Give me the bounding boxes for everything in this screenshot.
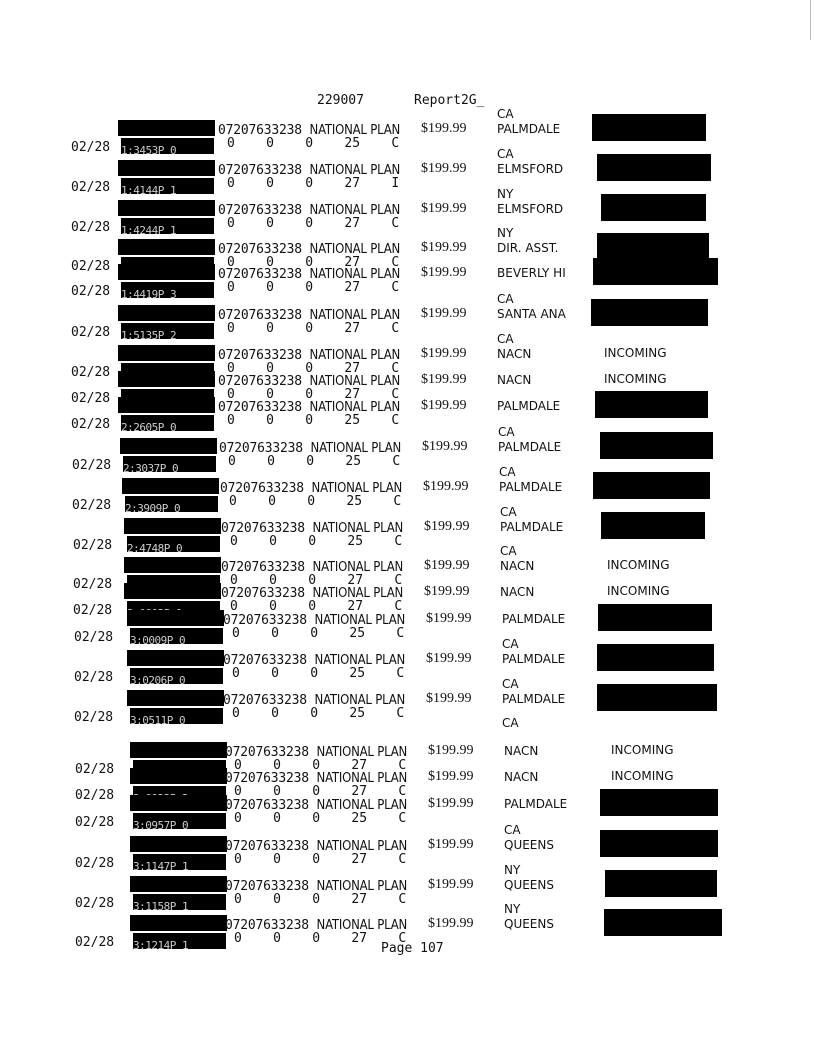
redaction-box bbox=[600, 789, 718, 816]
account-number: 07207633238 bbox=[225, 745, 309, 760]
plan-price: $199.99 bbox=[426, 691, 472, 706]
call-date: 02/28 bbox=[71, 365, 111, 380]
usage-counts: 0 0 0 27 C bbox=[227, 361, 400, 376]
state-label: CA bbox=[504, 823, 521, 837]
redaction-bar bbox=[127, 650, 224, 666]
call-location: PALMDALE bbox=[502, 612, 566, 626]
call-time-text: 3:0206P 0 bbox=[130, 674, 186, 684]
call-date: 02/28 bbox=[74, 630, 114, 645]
call-time bbox=[133, 933, 226, 949]
account-number: 07207633238 bbox=[225, 839, 309, 854]
call-location: NACN bbox=[504, 744, 539, 758]
plan-name: NATIONAL PLAN bbox=[309, 267, 401, 282]
call-time-text: 1:4144P 1 bbox=[121, 184, 177, 194]
table-row bbox=[0, 262, 815, 302]
call-time bbox=[125, 496, 218, 512]
incoming-label: INCOMING bbox=[611, 769, 674, 783]
usage-counts: 0 0 0 27 C bbox=[227, 280, 400, 295]
plan-name: NATIONAL PLAN bbox=[309, 374, 401, 389]
state-label: CA bbox=[502, 677, 519, 691]
account-number: 07207633238 bbox=[218, 123, 302, 138]
call-time bbox=[130, 628, 223, 644]
call-location: PALMDALE bbox=[502, 652, 566, 666]
redaction-bar bbox=[118, 200, 215, 216]
plan-price: $199.99 bbox=[424, 519, 470, 534]
call-time bbox=[123, 456, 216, 472]
call-date: 02/28 bbox=[73, 603, 113, 618]
account-number: 07207633238 bbox=[225, 879, 309, 894]
table-row bbox=[0, 476, 815, 516]
usage-counts: 0 0 0 25 C bbox=[228, 454, 401, 469]
call-time-text: 3:1147P 1 bbox=[133, 860, 189, 870]
incoming-label: INCOMING bbox=[611, 743, 674, 757]
plan-name: NATIONAL PLAN bbox=[316, 839, 408, 854]
state-label: NY bbox=[497, 226, 514, 240]
report-name: Report2G_ bbox=[414, 93, 485, 108]
plan-name: NATIONAL PLAN bbox=[311, 481, 403, 496]
account-number: 07207633238 bbox=[218, 163, 302, 178]
plan-price: $199.99 bbox=[428, 837, 474, 852]
incoming-label: INCOMING bbox=[604, 346, 667, 360]
call-date: 02/28 bbox=[71, 140, 111, 155]
account-number: 07207633238 bbox=[223, 693, 307, 708]
call-location: PALMDALE bbox=[499, 480, 563, 494]
table-row bbox=[0, 303, 815, 343]
table-row bbox=[0, 158, 815, 198]
call-date: 02/28 bbox=[71, 180, 111, 195]
state-label: CA bbox=[497, 147, 514, 161]
call-location: QUEENS bbox=[504, 878, 554, 892]
page-number: Page 107 bbox=[381, 941, 444, 956]
call-date: 02/28 bbox=[72, 498, 112, 513]
account-number: 07207633238 bbox=[221, 521, 305, 536]
redaction-bar bbox=[124, 557, 221, 573]
redaction-box bbox=[600, 830, 718, 857]
plan-name: NATIONAL PLAN bbox=[310, 441, 402, 456]
redaction-bar bbox=[130, 742, 227, 758]
plan-name: NATIONAL PLAN bbox=[316, 771, 408, 786]
plan-name: NATIONAL PLAN bbox=[314, 693, 406, 708]
plan-price: $199.99 bbox=[422, 439, 468, 454]
usage-counts: 0 0 0 27 C bbox=[227, 387, 400, 402]
redaction-bar bbox=[118, 397, 215, 413]
table-row bbox=[0, 608, 815, 648]
plan-name: NATIONAL PLAN bbox=[309, 242, 401, 257]
call-location: DIR. ASST. bbox=[497, 241, 559, 255]
usage-counts: 0 0 0 27 C bbox=[234, 758, 407, 773]
call-time bbox=[133, 894, 226, 910]
redaction-box bbox=[601, 194, 706, 221]
call-date: 02/28 bbox=[75, 788, 115, 803]
redaction-box bbox=[601, 512, 705, 539]
incoming-label: INCOMING bbox=[607, 558, 670, 572]
call-location: PALMDALE bbox=[497, 122, 561, 136]
call-location: SANTA ANA bbox=[497, 307, 566, 321]
state-label: NY bbox=[504, 902, 521, 916]
state-label: CA bbox=[500, 544, 517, 558]
redaction-box bbox=[600, 432, 713, 459]
call-date: 02/28 bbox=[75, 815, 115, 830]
table-row bbox=[0, 793, 815, 833]
plan-price: $199.99 bbox=[428, 796, 474, 811]
plan-name: NATIONAL PLAN bbox=[314, 653, 406, 668]
plan-price: $199.99 bbox=[421, 121, 467, 136]
call-time bbox=[133, 813, 226, 829]
plan-name: NATIONAL PLAN bbox=[312, 586, 404, 601]
usage-counts: 0 0 0 25 C bbox=[232, 706, 405, 721]
redaction-bar bbox=[118, 160, 215, 176]
redaction-box bbox=[604, 909, 722, 936]
plan-price: $199.99 bbox=[423, 479, 469, 494]
plan-name: NATIONAL PLAN bbox=[312, 521, 404, 536]
account-number: 07207633238 bbox=[218, 267, 302, 282]
redaction-bar bbox=[118, 345, 215, 361]
usage-counts: 0 0 0 27 C bbox=[234, 931, 407, 946]
call-location: ELMSFORD bbox=[497, 162, 564, 176]
redaction-bar bbox=[118, 305, 215, 321]
call-location: NACN bbox=[497, 373, 532, 387]
redaction-box bbox=[598, 604, 712, 631]
plan-price: $199.99 bbox=[426, 651, 472, 666]
redaction-bar bbox=[130, 915, 227, 931]
redaction-bar bbox=[118, 239, 215, 255]
table-row bbox=[0, 118, 815, 158]
call-time-text: 3:0511P 0 bbox=[130, 714, 186, 724]
call-date: 02/28 bbox=[75, 856, 115, 871]
table-row bbox=[0, 648, 815, 688]
call-time-text: 2:3909P 0 bbox=[125, 502, 181, 512]
redaction-box bbox=[597, 644, 714, 671]
call-date: 02/28 bbox=[75, 762, 115, 777]
usage-counts: 0 0 0 25 C bbox=[232, 666, 405, 681]
plan-name: NATIONAL PLAN bbox=[316, 918, 408, 933]
state-label: CA bbox=[502, 637, 519, 651]
call-time bbox=[121, 282, 214, 298]
redaction-box bbox=[597, 154, 711, 181]
usage-counts: 0 0 0 27 C bbox=[230, 573, 403, 588]
usage-counts: 0 0 0 27 C bbox=[234, 852, 407, 867]
usage-counts: 0 0 0 25 C bbox=[229, 494, 402, 509]
call-time-text: 1:5135P 2 bbox=[121, 329, 177, 339]
redaction-bar bbox=[124, 518, 221, 534]
plan-price: $199.99 bbox=[421, 161, 467, 176]
call-time bbox=[127, 536, 220, 552]
table-row bbox=[0, 198, 815, 238]
plan-price: $199.99 bbox=[421, 346, 467, 361]
plan-price: $199.99 bbox=[426, 611, 472, 626]
plan-price: $199.99 bbox=[421, 240, 467, 255]
account-number: 07207633238 bbox=[220, 481, 304, 496]
plan-name: NATIONAL PLAN bbox=[314, 613, 406, 628]
state-label: NY bbox=[497, 187, 514, 201]
call-time bbox=[130, 668, 223, 684]
usage-counts: 0 0 0 27 C bbox=[230, 599, 403, 614]
call-date: 02/28 bbox=[75, 935, 115, 950]
plan-name: NATIONAL PLAN bbox=[309, 400, 401, 415]
state-label: CA bbox=[502, 716, 519, 730]
state-label: CA bbox=[500, 505, 517, 519]
call-time-text: 3:0957P 0 bbox=[133, 819, 189, 829]
usage-counts: 0 0 0 27 C bbox=[227, 216, 400, 231]
account-number: 07207633238 bbox=[218, 348, 302, 363]
account-number: 07207633238 bbox=[225, 771, 309, 786]
usage-counts: 0 0 0 25 C bbox=[230, 534, 403, 549]
account-number: 07207633238 bbox=[225, 918, 309, 933]
account-number: 07207633238 bbox=[221, 560, 305, 575]
table-row bbox=[0, 874, 815, 914]
call-time-text: 2:3037P 0 bbox=[123, 462, 179, 472]
plan-price: $199.99 bbox=[424, 558, 470, 573]
usage-counts: 0 0 0 25 C bbox=[232, 626, 405, 641]
account-number: 07207633238 bbox=[218, 242, 302, 257]
call-date: 02/28 bbox=[74, 670, 114, 685]
account-number: 07207633238 bbox=[221, 586, 305, 601]
plan-price: $199.99 bbox=[428, 916, 474, 931]
state-label: CA bbox=[497, 292, 514, 306]
state-label: CA bbox=[499, 465, 516, 479]
account-number: 07207633238 bbox=[219, 441, 303, 456]
usage-counts: 0 0 0 27 C bbox=[227, 321, 400, 336]
redaction-box bbox=[592, 114, 706, 141]
call-time-text: 1:3453P 0 bbox=[121, 144, 177, 154]
call-date: 02/28 bbox=[72, 458, 112, 473]
redaction-bar bbox=[118, 120, 215, 136]
call-date: 02/28 bbox=[75, 896, 115, 911]
redaction-bar bbox=[130, 768, 227, 784]
call-time-text: 2:4748P 0 bbox=[127, 542, 183, 552]
plan-price: $199.99 bbox=[428, 743, 474, 758]
plan-name: NATIONAL PLAN bbox=[309, 203, 401, 218]
redaction-bar bbox=[118, 264, 215, 280]
call-time bbox=[130, 708, 223, 724]
redaction-box bbox=[591, 299, 708, 326]
account-number: 07207633238 bbox=[218, 203, 302, 218]
table-row bbox=[0, 395, 815, 435]
call-date: 02/28 bbox=[71, 417, 111, 432]
usage-counts: 0 0 0 27 C bbox=[234, 784, 407, 799]
redaction-bar bbox=[124, 583, 221, 599]
plan-price: $199.99 bbox=[421, 372, 467, 387]
redaction-box bbox=[593, 258, 718, 285]
call-location: NACN bbox=[500, 585, 535, 599]
redaction-box bbox=[605, 870, 717, 897]
plan-name: NATIONAL PLAN bbox=[309, 348, 401, 363]
call-time bbox=[121, 218, 214, 234]
plan-name: NATIONAL PLAN bbox=[309, 123, 401, 138]
incoming-label: INCOMING bbox=[607, 584, 670, 598]
state-label: CA bbox=[497, 107, 514, 121]
call-date: 02/28 bbox=[73, 577, 113, 592]
redaction-bar bbox=[130, 836, 227, 852]
call-location: NACN bbox=[500, 559, 535, 573]
plan-price: $199.99 bbox=[428, 769, 474, 784]
redaction-bar bbox=[130, 876, 227, 892]
page-edge-line bbox=[810, 0, 811, 40]
redaction-box bbox=[597, 684, 717, 711]
call-location: QUEENS bbox=[504, 917, 554, 931]
call-location: PALMDALE bbox=[498, 440, 562, 454]
account-number: 07207633238 bbox=[218, 400, 302, 415]
call-time bbox=[121, 415, 214, 431]
plan-price: $199.99 bbox=[421, 265, 467, 280]
incoming-label: INCOMING bbox=[604, 372, 667, 386]
call-date: 02/28 bbox=[71, 284, 111, 299]
call-time bbox=[121, 138, 214, 154]
usage-counts: 0 0 0 25 C bbox=[227, 413, 400, 428]
usage-counts: 0 0 0 25 C bbox=[227, 136, 400, 151]
usage-counts: 0 0 0 27 C bbox=[227, 255, 400, 270]
plan-price: $199.99 bbox=[428, 877, 474, 892]
call-location: ELMSFORD bbox=[497, 202, 564, 216]
redaction-bar bbox=[127, 610, 224, 626]
redaction-bar bbox=[118, 371, 215, 387]
state-label: CA bbox=[498, 425, 515, 439]
call-time bbox=[121, 178, 214, 194]
state-label: CA bbox=[497, 332, 514, 346]
redaction-bar bbox=[130, 795, 227, 811]
call-location: PALMDALE bbox=[497, 399, 561, 413]
call-time bbox=[121, 323, 214, 339]
call-location: NACN bbox=[497, 347, 532, 361]
account-number: 07207633238 bbox=[218, 308, 302, 323]
account-number: 07207633238 bbox=[218, 374, 302, 389]
state-label: NY bbox=[504, 863, 521, 877]
call-time-text: 1:4419P 3 bbox=[121, 288, 177, 298]
redaction-bar bbox=[122, 478, 219, 494]
account-number: 07207633238 bbox=[225, 798, 309, 813]
account-number: 07207633238 bbox=[223, 653, 307, 668]
plan-name: NATIONAL PLAN bbox=[316, 798, 408, 813]
report-number: 229007 bbox=[317, 93, 364, 108]
plan-name: NATIONAL PLAN bbox=[316, 745, 408, 760]
call-date: 02/28 bbox=[71, 325, 111, 340]
call-time-text: 3:1214P 1 bbox=[133, 939, 189, 949]
redaction-box bbox=[597, 233, 709, 260]
plan-price: $199.99 bbox=[421, 201, 467, 216]
redaction-bar bbox=[127, 690, 224, 706]
call-location: PALMDALE bbox=[500, 520, 564, 534]
call-location: NACN bbox=[504, 770, 539, 784]
plan-name: NATIONAL PLAN bbox=[309, 308, 401, 323]
call-time-text: 3:1158P 1 bbox=[133, 900, 189, 910]
usage-counts: 0 0 0 27 I bbox=[227, 176, 400, 191]
redaction-box bbox=[595, 391, 708, 418]
redaction-box bbox=[593, 472, 710, 499]
call-date: 02/28 bbox=[71, 391, 111, 406]
usage-counts: 0 0 0 25 C bbox=[234, 811, 407, 826]
plan-name: NATIONAL PLAN bbox=[316, 879, 408, 894]
call-location: PALMDALE bbox=[504, 797, 568, 811]
plan-price: $199.99 bbox=[424, 584, 470, 599]
plan-name: NATIONAL PLAN bbox=[309, 163, 401, 178]
call-date: 02/28 bbox=[73, 538, 113, 553]
plan-name: NATIONAL PLAN bbox=[312, 560, 404, 575]
table-row bbox=[0, 516, 815, 556]
table-row bbox=[0, 436, 815, 476]
call-location: QUEENS bbox=[504, 838, 554, 852]
table-row bbox=[0, 834, 815, 874]
call-time-text: 3:0009P 0 bbox=[130, 634, 186, 644]
usage-counts: 0 0 0 27 C bbox=[234, 892, 407, 907]
call-location: BEVERLY HI bbox=[497, 266, 566, 280]
account-number: 07207633238 bbox=[223, 613, 307, 628]
call-time-text: 1:4244P 1 bbox=[121, 224, 177, 234]
call-date: 02/28 bbox=[71, 220, 111, 235]
call-location: PALMDALE bbox=[502, 692, 566, 706]
call-date: 02/28 bbox=[74, 710, 114, 725]
call-time-text: 2:2605P 0 bbox=[121, 421, 177, 431]
call-time bbox=[133, 854, 226, 870]
table-row bbox=[0, 688, 815, 728]
call-date: 02/28 bbox=[71, 259, 111, 274]
plan-price: $199.99 bbox=[421, 306, 467, 321]
plan-price: $199.99 bbox=[421, 398, 467, 413]
redaction-bar bbox=[120, 438, 217, 454]
